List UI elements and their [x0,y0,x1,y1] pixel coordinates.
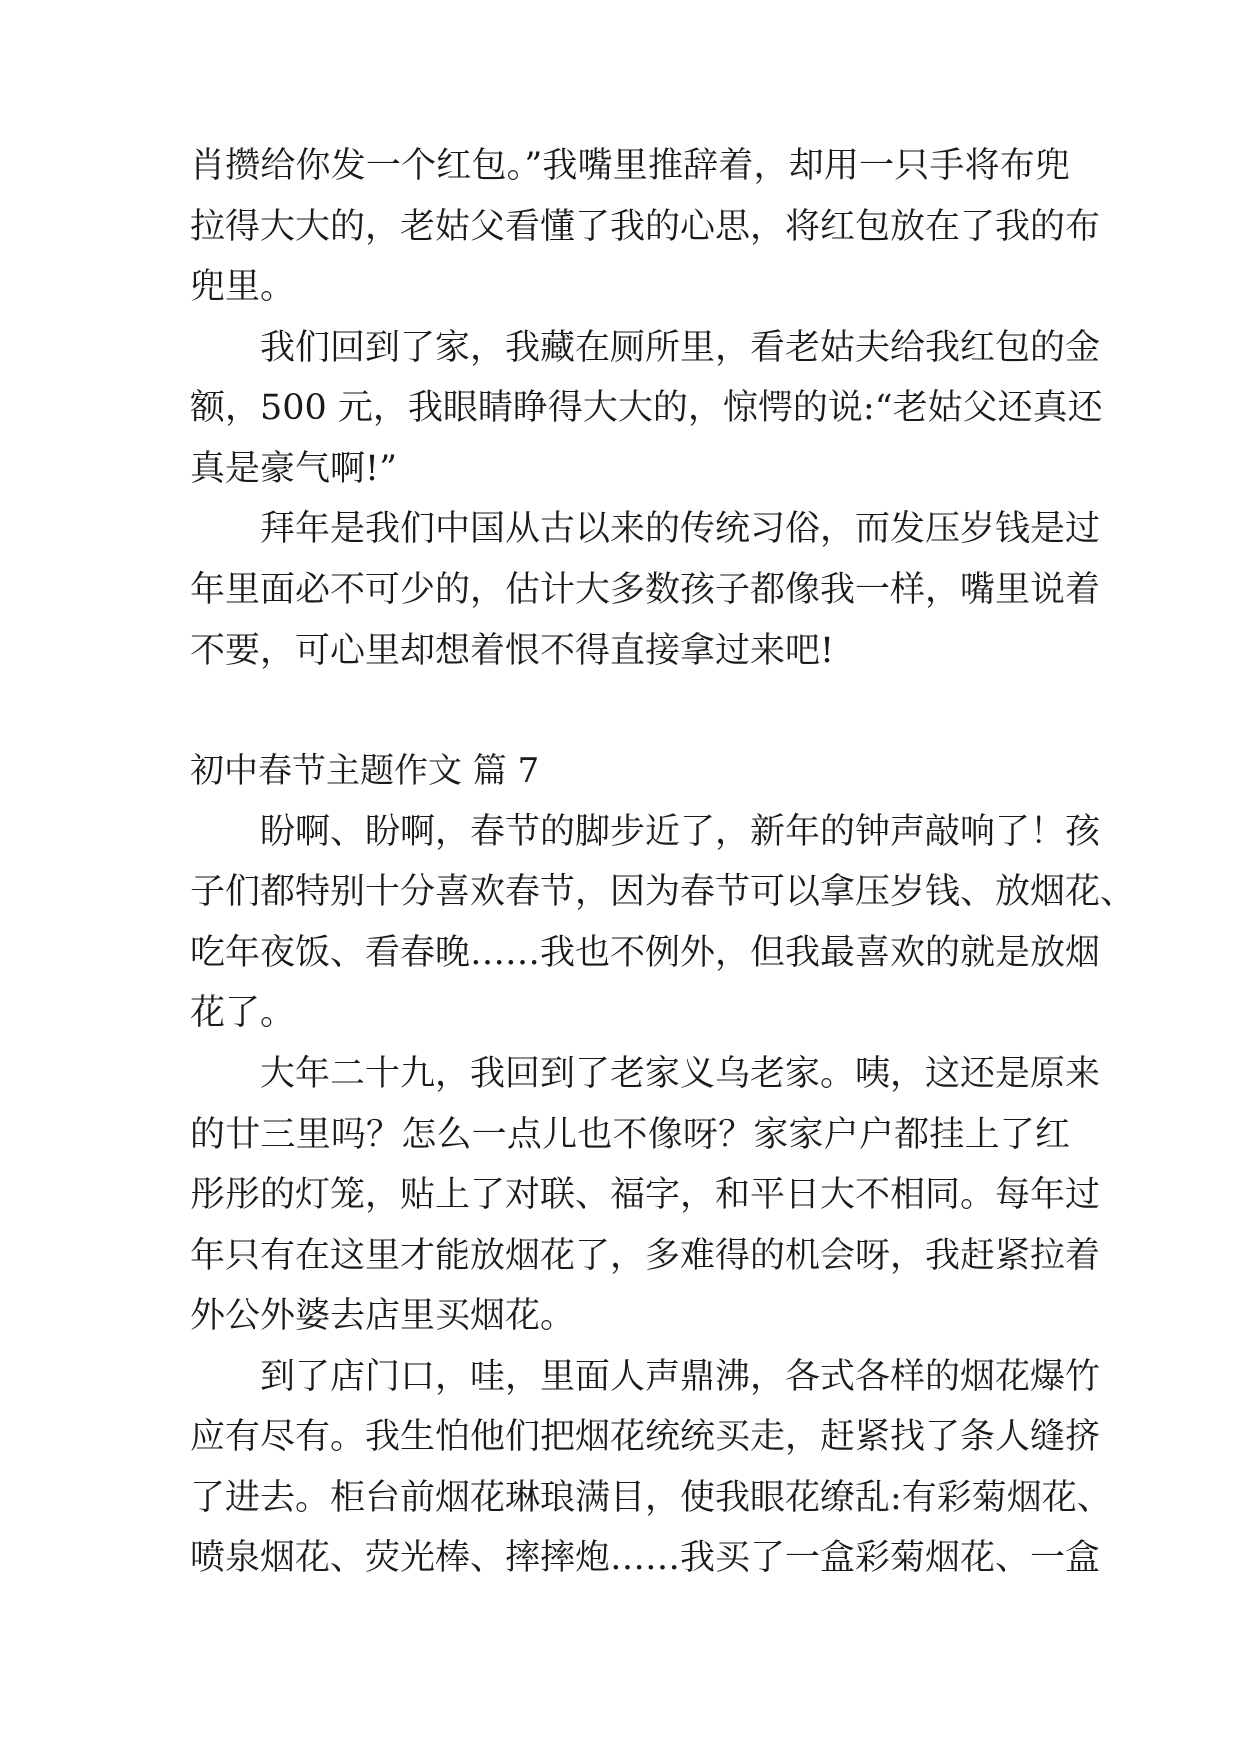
section-paragraph-2-line-4: 年只有在这里才能放烟花了，多难得的机会呀，我赶紧拉着 [190,1236,1101,1276]
section-paragraph-3-line-4: 喷泉烟花、荧光棒、摔摔炮……我买了一盒彩菊烟花、一盒 [190,1538,1101,1578]
section-paragraph-1-line-2: 子们都特别十分喜欢春节，因为春节可以拿压岁钱、放烟花、 [190,872,1136,912]
section-paragraph-2-line-1: 大年二十九，我回到了老家义乌老家。咦，这还是原来 [260,1054,1101,1094]
paragraph-2-line-3: 真是豪气啊!” [190,449,397,489]
paragraph-1-line-3: 兜里。 [190,267,296,307]
paragraph-3-line-1: 拜年是我们中国从古以来的传统习俗，而发压岁钱是过 [260,509,1101,549]
paragraph-1-line-1: 肖攒给你发一个红包。”我嘴里推辞着，却用一只手将布兜 [190,146,1070,186]
paragraph-1-line-2: 拉得大大的，老姑父看懂了我的心思，将红包放在了我的布 [190,207,1101,247]
section-paragraph-3-line-2: 应有尽有。我生怕他们把烟花统统买走，赶紧找了条人缝挤 [190,1417,1101,1457]
section-paragraph-1-line-4: 花了。 [190,993,296,1033]
section-paragraph-3-line-3: 了进去。柜台前烟花琳琅满目，使我眼花缭乱:有彩菊烟花、 [190,1478,1112,1518]
section-paragraph-2-line-3: 彤彤的灯笼，贴上了对联、福字，和平日大不相同。每年过 [190,1175,1101,1215]
paragraph-3-line-2: 年里面必不可少的，估计大多数孩子都像我一样，嘴里说着 [190,570,1101,610]
section-title: 初中春节主题作文 篇 7 [190,751,540,791]
paragraph-2-line-1: 我们回到了家，我藏在厕所里，看老姑夫给我红包的金 [260,328,1101,368]
section-paragraph-2-line-5: 外公外婆去店里买烟花。 [190,1296,576,1336]
section-paragraph-3-line-1: 到了店门口，哇，里面人声鼎沸，各式各样的烟花爆竹 [260,1357,1101,1397]
section-paragraph-1-line-1: 盼啊、盼啊，春节的脚步近了，新年的钟声敲响了！孩 [260,812,1101,852]
section-paragraph-1-line-3: 吃年夜饭、看春晚……我也不例外，但我最喜欢的就是放烟 [190,933,1101,973]
paragraph-2-line-2: 额，500 元，我眼睛睁得大大的，惊愕的说:“老姑父还真还 [190,388,1103,428]
section-paragraph-2-line-2: 的廿三里吗？怎么一点儿也不像呀？家家户户都挂上了红 [190,1115,1070,1155]
paragraph-3-line-3: 不要，可心里却想着恨不得直接拿过来吧! [190,631,835,671]
